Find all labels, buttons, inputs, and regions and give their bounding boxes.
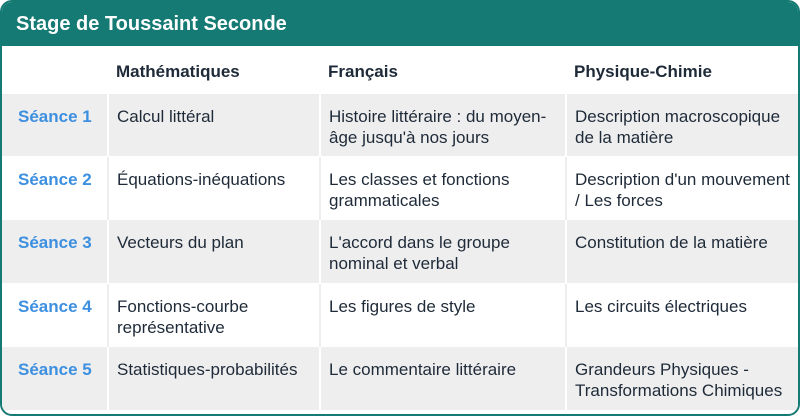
- header-empty: [2, 46, 108, 93]
- cell-francais: L'accord dans le groupe nominal et verbal: [320, 220, 566, 283]
- cell-physique-chimie: Description d'un mouvement / Les forces: [566, 156, 798, 219]
- table-row: [2, 283, 798, 346]
- cell-mathematiques: Vecteurs du plan: [108, 220, 320, 283]
- cell-francais: Histoire littéraire : du moyen-âge jusqu'à nos jours: [320, 93, 566, 156]
- schedule-table: [2, 46, 798, 410]
- header-physique-chimie: Physique-Chimie: [566, 46, 798, 93]
- cell-mathematiques: Calcul littéral: [108, 93, 320, 156]
- cell-physique-chimie: Description macroscopique de la matière: [566, 93, 798, 156]
- cell-mathematiques: Équations-inéquations: [108, 156, 320, 219]
- header-mathematiques: Mathématiques: [108, 46, 320, 93]
- row-label: Séance 2: [2, 156, 108, 219]
- cell-mathematiques: Fonctions-courbe représentative: [108, 283, 320, 346]
- cell-physique-chimie: Grandeurs Physiques - Transformations Chimiques: [566, 347, 798, 410]
- header-francais: Français: [320, 46, 566, 93]
- cell-francais: Les figures de style: [320, 283, 566, 346]
- row-label: Séance 4: [2, 283, 108, 346]
- table-title: Stage de Toussaint Seconde: [2, 2, 798, 46]
- row-label: Séance 1: [2, 93, 108, 156]
- table-row: [2, 220, 798, 283]
- table-row: [2, 93, 798, 156]
- row-label: Séance 3: [2, 220, 108, 283]
- cell-mathematiques: Statistiques-probabilités: [108, 347, 320, 410]
- table-row: [2, 156, 798, 219]
- cell-francais: Le commentaire littéraire: [320, 347, 566, 410]
- row-label: Séance 5: [2, 347, 108, 410]
- header-row: [2, 46, 798, 93]
- cell-physique-chimie: Constitution de la matière: [566, 220, 798, 283]
- cell-physique-chimie: Les circuits électriques: [566, 283, 798, 346]
- table-row: [2, 347, 798, 410]
- cell-francais: Les classes et fonctions grammaticales: [320, 156, 566, 219]
